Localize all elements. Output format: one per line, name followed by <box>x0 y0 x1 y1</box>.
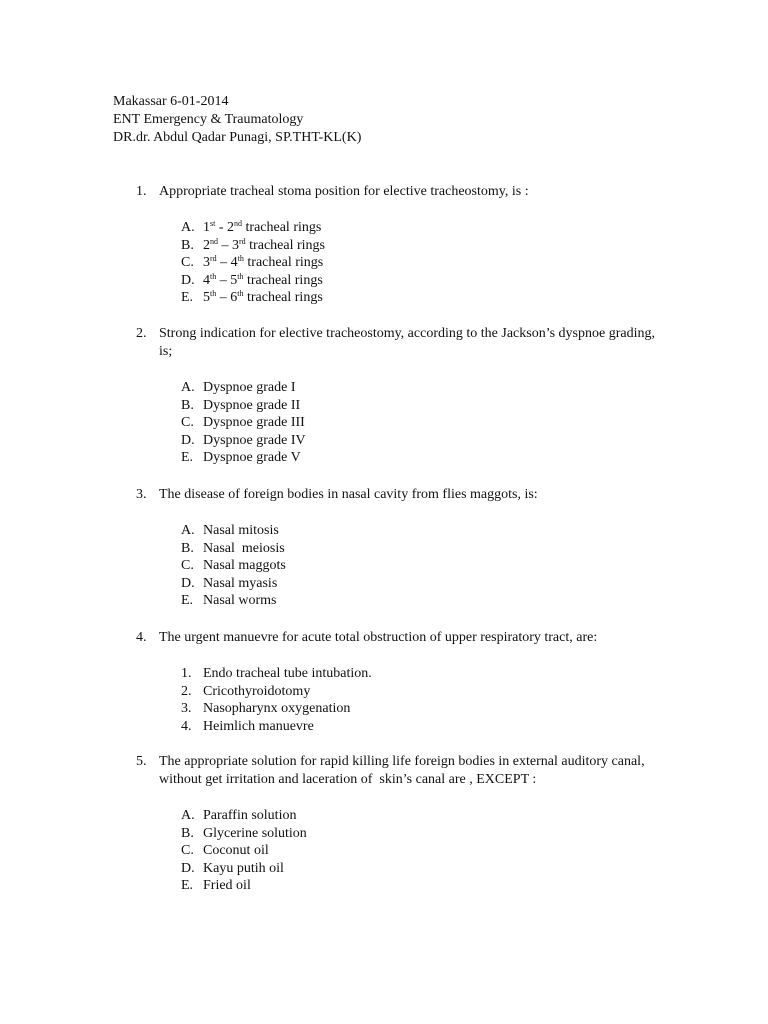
answer-option <box>181 414 656 432</box>
answer-option <box>181 825 656 843</box>
option-letter: E. <box>181 450 194 466</box>
question-text: The appropriate solution for rapid killing life foreign bodies in external auditory canal, without get irritation and laceration of skin’s canal are , EXCEPT : <box>159 754 649 787</box>
question-number: 2. <box>136 326 147 341</box>
option-letter: D. <box>181 860 195 876</box>
option-text: Endo tracheal tube intubation. <box>203 666 372 681</box>
option-letter: B. <box>181 237 194 253</box>
question-number: 3. <box>136 487 147 502</box>
option-letter: E. <box>181 290 194 306</box>
question-text: Strong indication for elective tracheostomy, according to the Jackson’s dyspnoe grading, is; <box>159 326 655 359</box>
option-text: Dyspnoe grade IV <box>203 432 306 448</box>
question-2 <box>136 325 656 467</box>
option-text: Fried oil <box>203 878 251 894</box>
option-text: Nasal meiosis <box>203 540 285 556</box>
option-text: 1st - 2nd tracheal rings <box>203 219 322 235</box>
option-text: Kayu putih oil <box>203 860 284 876</box>
option-text: Coconut oil <box>203 843 269 859</box>
option-text: 2nd – 3rd tracheal rings <box>203 236 325 253</box>
answer-option <box>181 432 656 450</box>
answer-option <box>181 807 656 825</box>
header-author: DR.dr. Abdul Qadar Punagi, SP.THT-KL(K) <box>113 130 362 145</box>
question-stem <box>136 325 656 361</box>
answer-option <box>181 540 656 558</box>
answer-option <box>181 683 656 701</box>
option-letter: C. <box>181 843 194 859</box>
option-text: 5th – 6th tracheal rings <box>203 289 323 306</box>
answer-option <box>181 877 656 895</box>
answer-option <box>181 592 656 610</box>
option-text: Dyspnoe grade V <box>203 450 301 466</box>
option-letter: D. <box>181 575 195 591</box>
answer-option <box>181 557 656 575</box>
option-letter: C. <box>181 415 194 431</box>
option-letter: D. <box>181 432 195 448</box>
answer-options <box>181 219 656 307</box>
option-letter: E. <box>181 593 194 609</box>
option-number: 2. <box>181 683 192 699</box>
answer-option <box>181 254 656 272</box>
answer-option <box>181 522 656 540</box>
option-number: 4. <box>181 718 192 734</box>
answer-option <box>181 272 656 290</box>
answer-option <box>181 575 656 593</box>
option-letter: B. <box>181 397 194 413</box>
document-header <box>113 93 361 147</box>
option-text: Dyspnoe grade II <box>203 397 301 413</box>
question-stem <box>136 753 656 789</box>
answer-option <box>181 397 656 415</box>
option-letter: A. <box>181 220 195 235</box>
question-5 <box>136 753 656 895</box>
option-text: Nasal myasis <box>203 575 278 591</box>
option-text: Heimlich manuevre <box>203 718 314 734</box>
question-4 <box>136 629 656 735</box>
option-text: Glycerine solution <box>203 825 307 841</box>
question-text: The disease of foreign bodies in nasal cavity from flies maggots, is: <box>159 487 538 502</box>
option-number: 1. <box>181 666 192 681</box>
option-text: Nasal maggots <box>203 558 286 574</box>
option-text: Dyspnoe grade I <box>203 380 296 395</box>
answer-option <box>181 665 656 683</box>
option-text: Paraffin solution <box>203 808 297 823</box>
answer-option <box>181 842 656 860</box>
option-text: Nasopharynx oxygenation <box>203 701 351 717</box>
question-number: 5. <box>136 754 147 769</box>
answer-options <box>181 379 656 467</box>
header-course-title: ENT Emergency & Traumatology <box>113 112 304 127</box>
option-number: 3. <box>181 701 192 717</box>
question-3 <box>136 486 656 610</box>
option-text: Dyspnoe grade III <box>203 415 305 431</box>
question-stem <box>136 629 656 647</box>
question-1 <box>136 183 656 307</box>
option-letter: C. <box>181 558 194 574</box>
answer-option <box>181 700 656 718</box>
question-text: Appropriate tracheal stoma position for elective tracheostomy, is : <box>159 184 529 199</box>
answer-option <box>181 449 656 467</box>
question-text: The urgent manuevre for acute total obstruction of upper respiratory tract, are: <box>159 630 598 645</box>
option-letter: D. <box>181 272 195 288</box>
question-stem <box>136 183 656 201</box>
answer-option <box>181 219 656 237</box>
answer-option <box>181 379 656 397</box>
answer-options <box>181 522 656 610</box>
question-stem <box>136 486 656 504</box>
option-text: Nasal mitosis <box>203 523 279 538</box>
answer-option <box>181 718 656 736</box>
option-text: Nasal worms <box>203 593 277 609</box>
answer-option <box>181 237 656 255</box>
header-location-date: Makassar 6-01-2014 <box>113 94 229 109</box>
option-letter: E. <box>181 878 194 894</box>
option-letter: B. <box>181 825 194 841</box>
answer-option <box>181 289 656 307</box>
option-text: Cricothyroidotomy <box>203 683 311 699</box>
option-letter: B. <box>181 540 194 556</box>
answer-options <box>181 665 656 735</box>
option-letter: C. <box>181 255 194 271</box>
question-number: 1. <box>136 184 147 199</box>
option-letter: A. <box>181 523 195 538</box>
question-number: 4. <box>136 630 147 645</box>
option-text: 3rd – 4th tracheal rings <box>203 254 324 271</box>
option-letter: A. <box>181 808 195 823</box>
option-letter: A. <box>181 380 195 395</box>
option-text: 4th – 5th tracheal rings <box>203 271 323 288</box>
answer-options <box>181 807 656 895</box>
answer-option <box>181 860 656 878</box>
